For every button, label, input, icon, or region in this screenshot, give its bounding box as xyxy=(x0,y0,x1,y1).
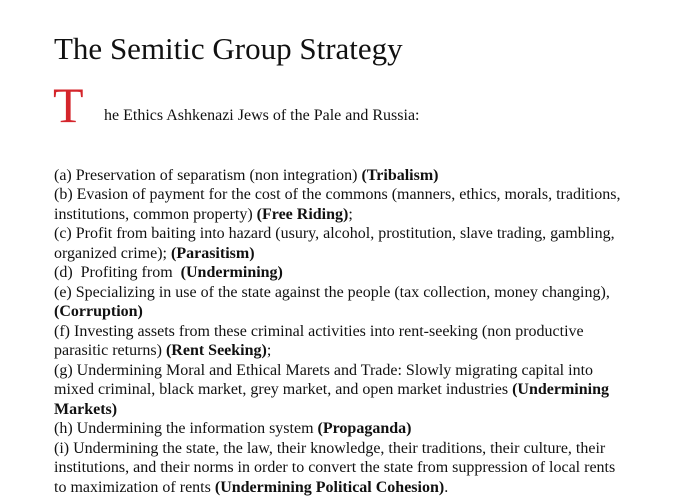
list-item xyxy=(54,439,628,498)
list-item xyxy=(54,224,628,263)
item-text: (g) Undermining Moral and Ethical Marets and Trade: Slowly migrating capital into mixed criminal, black market, grey market, and open market industries xyxy=(54,361,598,398)
list-item xyxy=(54,263,628,283)
item-text: (i) Undermining the state, the law, their knowledge, their traditions, their culture, their institutions, and their norms in order to convert the state from suppression of local rents to maximization of rents xyxy=(54,439,620,496)
list-item xyxy=(54,419,628,439)
item-bold-term: (Parasitism) xyxy=(170,244,255,262)
list-item xyxy=(54,185,628,224)
list-item xyxy=(54,322,628,361)
item-bold-term: (Undermining Markets) xyxy=(54,381,613,418)
item-bold-term: (Free Riding) xyxy=(256,205,349,223)
intro-text: he Ethics Ashkenazi Jews of the Pale and Russia: xyxy=(104,106,420,124)
item-text: (e) Specializing in use of the state against the people (tax collection, money changing), xyxy=(54,283,614,301)
page-title: The Semitic Group Strategy xyxy=(54,31,403,66)
item-bold-term: (Undermining) xyxy=(180,264,283,281)
item-text: (a) Preservation of separatism (non integration) xyxy=(54,166,362,184)
item-text: (d) Profiting from xyxy=(54,264,181,281)
item-text: (c) Profit from baiting into hazard (usury, alcohol, prostitution, slave trading, gambling, organized crime); xyxy=(54,225,619,262)
drop-cap-letter: T xyxy=(53,77,84,133)
item-text: (h) Undermining the information system xyxy=(54,420,318,437)
item-bold-term: (Propaganda) xyxy=(317,420,412,437)
list-item xyxy=(54,361,628,420)
item-text: ; xyxy=(266,342,272,359)
item-bold-term: (Corruption) xyxy=(54,303,143,320)
list-item xyxy=(54,166,628,186)
list-item xyxy=(54,283,628,322)
item-text: (b) Evasion of payment for the cost of the commons (manners, ethics, morals, traditions, institutions, common property) xyxy=(54,186,625,223)
document-body xyxy=(53,77,628,497)
item-text: . xyxy=(444,478,449,496)
item-bold-term: (Tribalism) xyxy=(361,166,439,184)
item-text: ; xyxy=(348,205,353,223)
intro-paragraph xyxy=(53,77,628,145)
strategy-list xyxy=(54,166,628,498)
item-text: (f) Investing assets from these criminal activities into rent-seeking (non productive parasitic returns) xyxy=(54,322,588,359)
item-bold-term: (Rent Seeking) xyxy=(165,342,267,359)
item-bold-term: (Undermining Political Cohesion) xyxy=(214,478,445,496)
